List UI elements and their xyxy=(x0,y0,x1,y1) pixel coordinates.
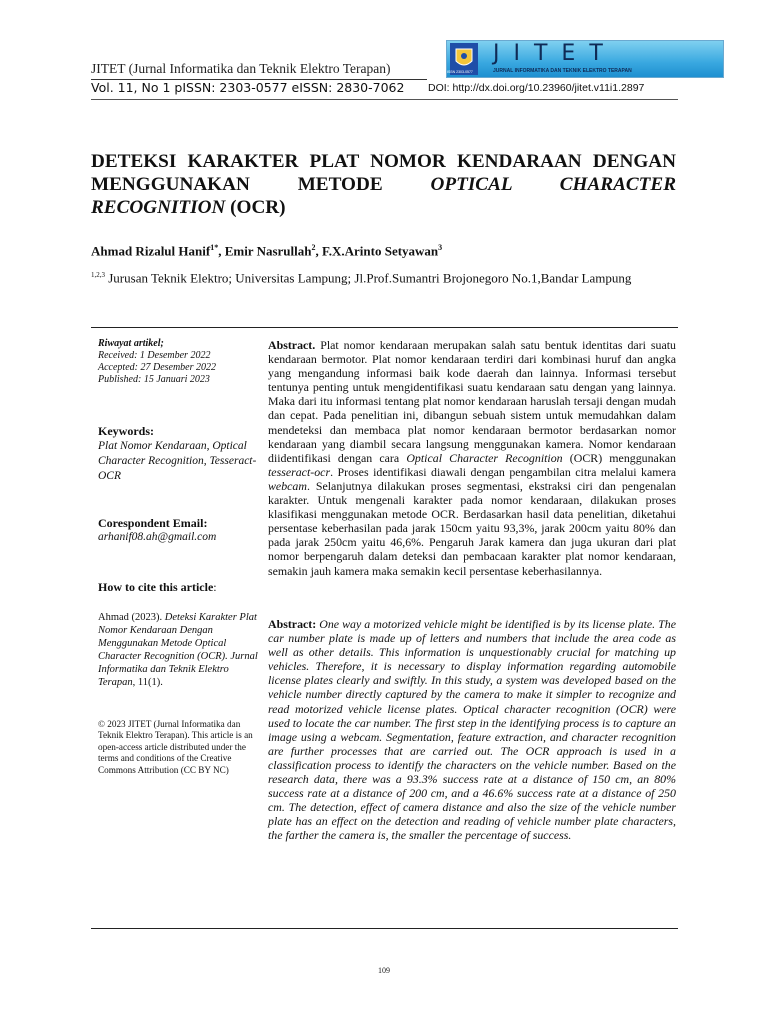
author-sup: 1* xyxy=(210,243,219,252)
license-notice: © 2023 JITET (Jurnal Informatika dan Teknik Elektro Terapan). This article is an open-access article distributed under the terms and conditions of the Creative Commons Attribution (CC BY NC) xyxy=(98,719,253,775)
abstract-text: One way a motorized vehicle might be identified is by its license plate. The car number plate is made up of letters and numbers that include the area code as well as other details. This information is unquestionably crucial for matching up vehicles. Therefore, it is necessary to display information regarding automobile license plates clearly and swiftly. In this study, a system was developed based on the vehicle number directly captured by the camera to make it simpler to recognize and read motorized vehicle license plates. Optical character recognition (OCR) were used to locate the car number. The first step in the identifying process is to capture an image using a webcam. Segmentation, feature extraction, and character recognition are further processes that are carried out. The OCR approach is used in a classification process to identify the characters on the vehicle number. Based on the research data, there was a 93.3% success rate at a distance of 150 cm, an 80% success rate at a distance of 200 cm, and a 46.6% success rate at a distance of 250 cm. The detection, effect of camera distance and also the size of the vehicle number plate has an effect on the detection and reading of vehicle number plate characters, the farther the camera is, the smaller the percentage of success. xyxy=(268,617,676,843)
email-heading: Corespondent Email: xyxy=(98,516,208,530)
abstract-text: . Selanjutnya dilakukan proses segmentasi, ekstraksi ciri dan pengenalan karakter. Untuk mengenali karakter pada nomor kendaraan, dilakukan proses klasifikasi menggunakan metode OCR. Berdasarkan hasil data penelitian, diketahui persentase keberhasilan pada jarak 150cm yaitu 93,3%, jarak 200cm yaitu 80% dan pada jarak 250cm yaitu 46,6%. Pengaruh Jarak kamera dan juga ukuran dari plat nomor berpengaruh dalam deteksi dan pembacaan karakter plat nomor kendaraan, semakin jauh kamera maka semakin kecil persentase keberhasilannya. xyxy=(268,478,676,578)
cite-author: Ahmad (2023). xyxy=(98,612,165,623)
journal-logo xyxy=(446,40,724,78)
journal-name: JITET (Jurnal Informatika dan Teknik Elektro Terapan) xyxy=(91,61,391,76)
logo-issn: ISSN 2303-0577 xyxy=(447,70,473,74)
doi-label: DOI: xyxy=(428,82,453,94)
keywords: Plat Nomor Kendaraan, Optical Character Recognition, Tesseract-OCR xyxy=(98,440,257,482)
author-name: F.X.Arinto Setyawan xyxy=(322,243,439,259)
abstract-label: Abstract: xyxy=(268,617,317,631)
keywords-heading: Keywords: xyxy=(98,424,154,438)
cite-colon: : xyxy=(213,580,217,594)
cite-heading-text: How to cite this article xyxy=(98,580,214,594)
author-sep: , xyxy=(218,243,225,259)
citation xyxy=(98,611,258,689)
abstract-english xyxy=(268,617,676,843)
author-sup: 2 xyxy=(311,243,316,252)
logo-title: JITET xyxy=(493,41,617,66)
abstract-indonesian xyxy=(268,338,676,578)
abstract-italic: webcam xyxy=(268,478,307,493)
doi-line xyxy=(428,82,644,94)
received-date: Received: 1 Desember 2022 xyxy=(98,350,211,361)
title-suffix: (OCR) xyxy=(225,197,286,218)
author-sup: 3 xyxy=(438,243,443,252)
cite-heading xyxy=(98,581,258,594)
affiliation xyxy=(91,267,676,286)
author-name: Emir Nasrullah xyxy=(224,243,312,259)
affiliation-sup: 1,2,3 xyxy=(91,271,105,279)
accepted-date: Accepted: 27 Desember 2022 xyxy=(98,362,217,373)
title-italic: OPTICAL CHARACTER RECOGNITION xyxy=(91,174,676,218)
abstract-text: Plat nomor kendaraan merupakan salah satu bentuk identitas dari suatu kendaraan bermotor. Plat nomor kendaraan terdiri dari kombinasi huruf dan angka yang mengandung informasi baik kode daerah dan lainnya. Informasi tersebut tentunya penting untuk mengidentifikasi suatu kendaraan satu dengan yang lainnya. Maka dari itu informasi tentang plat nomor kendaraan haruslah tersaji dengan mudah dan cepat. Pada penelitian ini, dibangun sebuah sistem untuk memudahkan dalam mendeteksi dan membaca plat nomor kendaraan bermotor berdasarkan nomor kendaraan yang diambil secara langsung menggunakan kamera. Nomor kendaraan diidentifikasi dengan cara xyxy=(268,338,676,465)
abstract-text: (OCR) menggunakan xyxy=(562,450,677,465)
section-divider xyxy=(91,327,678,328)
paper-title xyxy=(91,150,676,219)
abstract-italic: tesseract-ocr xyxy=(268,464,331,479)
header-rule xyxy=(91,99,678,100)
page-number: 109 xyxy=(378,966,390,975)
affiliation-text: Jurusan Teknik Elektro; Universitas Lampung; Jl.Prof.Sumantri Brojonegoro No.1,Bandar Lampung xyxy=(105,270,632,286)
article-history xyxy=(98,338,258,386)
title-text: DETEKSI KARAKTER PLAT NOMOR KENDARAAN DENGAN MENGGUNAKAN METODE xyxy=(91,151,676,195)
doi-link[interactable]: http://dx.doi.org/10.23960/jitet.v11i1.2897 xyxy=(452,82,645,94)
author-sep: , xyxy=(315,243,322,259)
cite-title: Deteksi Karakter Plat Nomor Kendaraan Dengan Menggunakan Metode Optical Character Recognition (OCR). Jurnal Informatika dan Teknik Elektro Terapan xyxy=(98,612,258,688)
abstract-italic: Optical Character Recognition xyxy=(406,450,563,465)
section-divider xyxy=(91,928,678,929)
history-heading: Riwayat artikel; xyxy=(98,338,164,349)
correspondent-email[interactable]: arhanif08.ah@gmail.com xyxy=(98,531,217,543)
abstract-label: Abstract. xyxy=(268,338,316,352)
cite-volume: , 11(1). xyxy=(132,677,163,688)
abstract-text: . Proses identifikasi diawali dengan pengambilan citra melalui kamera xyxy=(330,464,676,479)
volume-issn-line: Vol. 11, No 1 pISSN: 2303-0577 eISSN: 2830-7062 xyxy=(91,80,405,95)
author-list xyxy=(91,243,442,259)
published-date: Published: 15 Januari 2023 xyxy=(98,374,210,385)
author-name: Ahmad Rizalul Hanif xyxy=(91,243,211,259)
logo-subtitle: JURNAL INFORMATIKA DAN TEKNIK ELEKTRO TERAPAN xyxy=(493,68,632,74)
